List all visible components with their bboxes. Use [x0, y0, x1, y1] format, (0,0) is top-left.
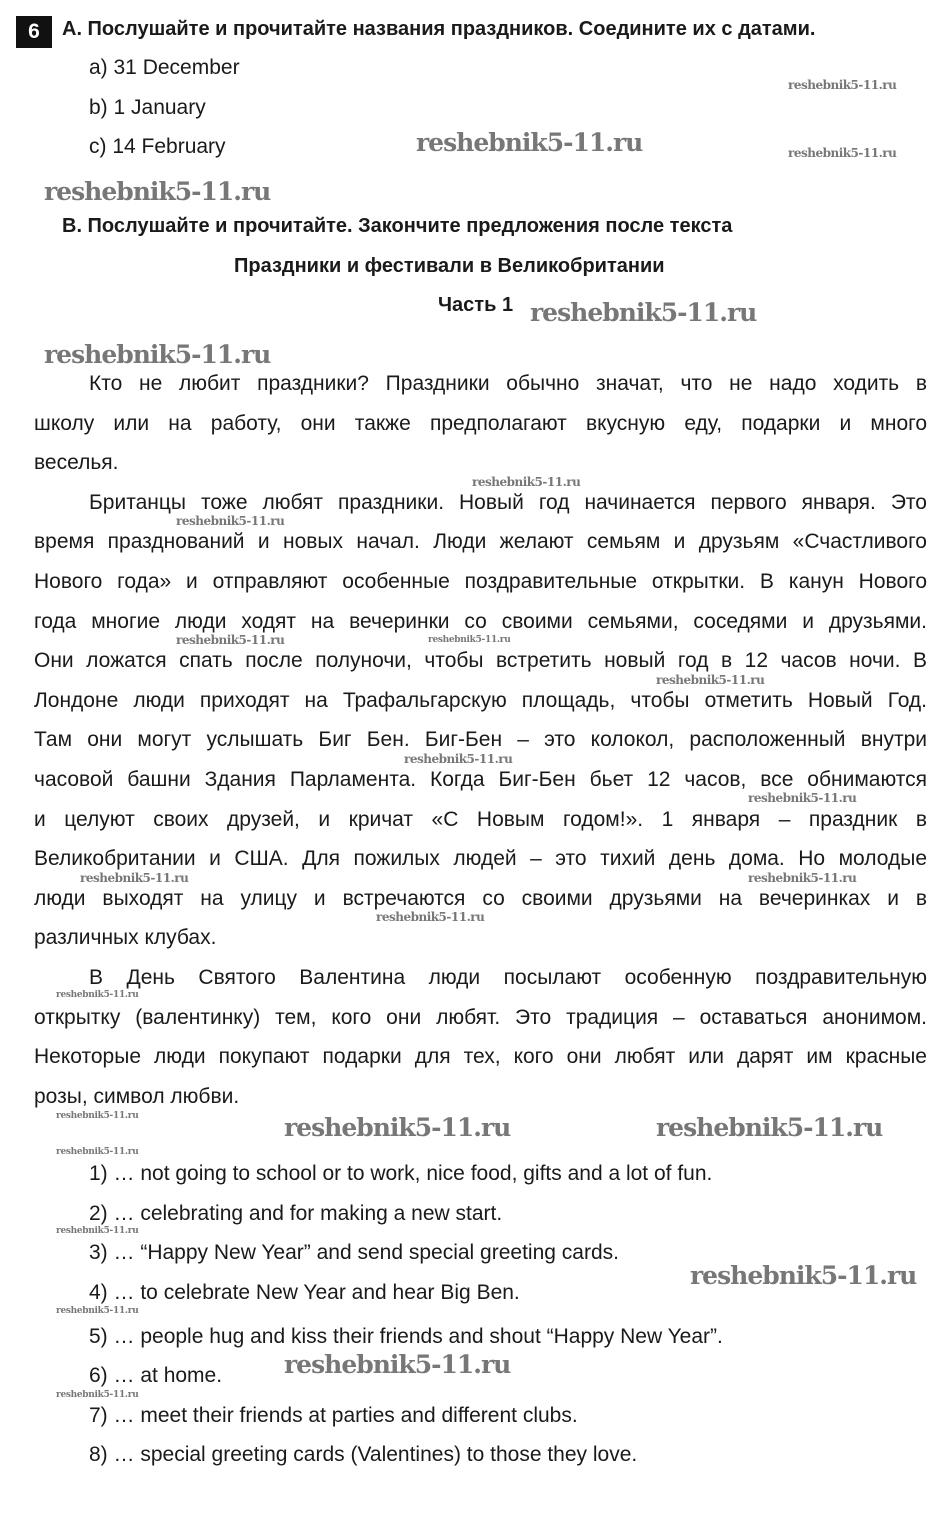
- watermark: reshebnik5-11.ru: [44, 177, 271, 206]
- watermark: reshebnik5-11.ru: [56, 1111, 139, 1121]
- paragraph-line: время празднований и новых начал. Люди желают семьям и друзьям «Счастливого: [34, 530, 927, 554]
- paragraph-line: Британцы тоже любят праздники. Новый год начинается первого января. Это: [89, 490, 927, 514]
- watermark: reshebnik5-11.ru: [690, 1261, 917, 1290]
- watermark: reshebnik5-11.ru: [56, 1390, 139, 1400]
- answer-item: 2) … celebrating and for making a new start.: [89, 1202, 503, 1225]
- option-a: a) 31 December: [89, 56, 240, 79]
- paragraph-line: люди выходят на улицу и встречаются со своими друзьями на вечеринках и в: [34, 886, 927, 910]
- watermark: reshebnik5-11.ru: [176, 633, 285, 647]
- paragraph-line: года многие люди ходят на вечеринки со своими семьями, соседями и друзьями.: [34, 609, 927, 633]
- answer-item: 7) … meet their friends at parties and different clubs.: [89, 1404, 578, 1427]
- watermark: reshebnik5-11.ru: [416, 128, 643, 157]
- watermark: reshebnik5-11.ru: [56, 990, 139, 1000]
- text-title: Праздники и фестивали в Великобритании: [234, 255, 665, 277]
- part-a-heading: A. Послушайте и прочитайте названия праздников. Соедините их с датами.: [62, 18, 816, 40]
- paragraph-line: открытку (валентинку) тем, кого они любят. Это традиция – оставаться анонимом.: [34, 1005, 927, 1029]
- answer-item: 8) … special greeting cards (Valentines) to those they love.: [89, 1443, 638, 1466]
- watermark: reshebnik5-11.ru: [404, 752, 513, 766]
- paragraph-line: веселья.: [34, 451, 119, 475]
- paragraph-line: различных клубах.: [34, 926, 217, 950]
- watermark: reshebnik5-11.ru: [80, 871, 189, 885]
- watermark: reshebnik5-11.ru: [56, 1306, 139, 1316]
- paragraph-line: Нового года» и отправляют особенные поздравительные открытки. В канун Нового: [34, 570, 927, 593]
- watermark: reshebnik5-11.ru: [788, 146, 897, 160]
- watermark: reshebnik5-11.ru: [44, 340, 271, 369]
- watermark: reshebnik5-11.ru: [56, 1147, 139, 1157]
- paragraph-line: В День Святого Валентина люди посылают особенную поздравительную: [89, 966, 927, 989]
- watermark: reshebnik5-11.ru: [788, 78, 897, 92]
- paragraph-line: часовой башни Здания Парламента. Когда Биг-Бен бьет 12 часов, все обнимаются: [34, 768, 927, 791]
- watermark: reshebnik5-11.ru: [656, 673, 765, 687]
- watermark: reshebnik5-11.ru: [656, 1113, 883, 1142]
- paragraph-line: и целуют своих друзей, и кричат «С Новым годом!». 1 января – праздник в: [34, 807, 927, 831]
- watermark: reshebnik5-11.ru: [748, 871, 857, 885]
- watermark: reshebnik5-11.ru: [428, 635, 511, 645]
- paragraph-line: Они ложатся спать после полуночи, чтобы встретить новый год в 12 часов ночи. В: [34, 649, 927, 673]
- answer-item: 3) … “Happy New Year” and send special greeting cards.: [89, 1241, 619, 1264]
- text-subtitle: Часть 1: [438, 294, 514, 316]
- answer-item: 5) … people hug and kiss their friends and shout “Happy New Year”.: [89, 1325, 723, 1348]
- paragraph-line: Лондоне люди приходят на Трафальгарскую площадь, чтобы отметить Новый Год.: [34, 688, 927, 712]
- paragraph-line: Кто не любит праздники? Праздники обычно значат, что не надо ходить в: [89, 372, 927, 395]
- option-c: c) 14 February: [89, 135, 226, 158]
- paragraph-line: школу или на работу, они также предполагают вкусную еду, подарки и много: [34, 411, 927, 435]
- watermark: reshebnik5-11.ru: [56, 1226, 139, 1236]
- watermark: reshebnik5-11.ru: [530, 298, 757, 327]
- answer-item: 1) … not going to school or to work, nice food, gifts and a lot of fun.: [89, 1162, 713, 1185]
- paragraph-line: Некоторые люди покупают подарки для тех, кого они любят или дарят им красные: [34, 1045, 927, 1069]
- watermark: reshebnik5-11.ru: [176, 514, 285, 528]
- watermark: reshebnik5-11.ru: [284, 1350, 511, 1379]
- exercise-number: 6: [16, 16, 52, 48]
- option-b: b) 1 January: [89, 96, 206, 119]
- watermark: reshebnik5-11.ru: [748, 791, 857, 805]
- paragraph-line: Там они могут услышать Биг Бен. Биг-Бен – это колокол, расположенный внутри: [34, 728, 927, 752]
- watermark: reshebnik5-11.ru: [284, 1113, 511, 1142]
- watermark: reshebnik5-11.ru: [376, 910, 485, 924]
- answer-item: 6) … at home.: [89, 1364, 223, 1387]
- paragraph-line: розы, символ любви.: [34, 1084, 240, 1108]
- part-b-heading: B. Послушайте и прочитайте. Закончите предложения после текста: [62, 215, 733, 237]
- watermark: reshebnik5-11.ru: [472, 475, 581, 489]
- paragraph-line: Великобритании и США. Для пожилых людей – это тихий день дома. Но молодые: [34, 847, 927, 871]
- answer-item: 4) … to celebrate New Year and hear Big Ben.: [89, 1281, 520, 1304]
